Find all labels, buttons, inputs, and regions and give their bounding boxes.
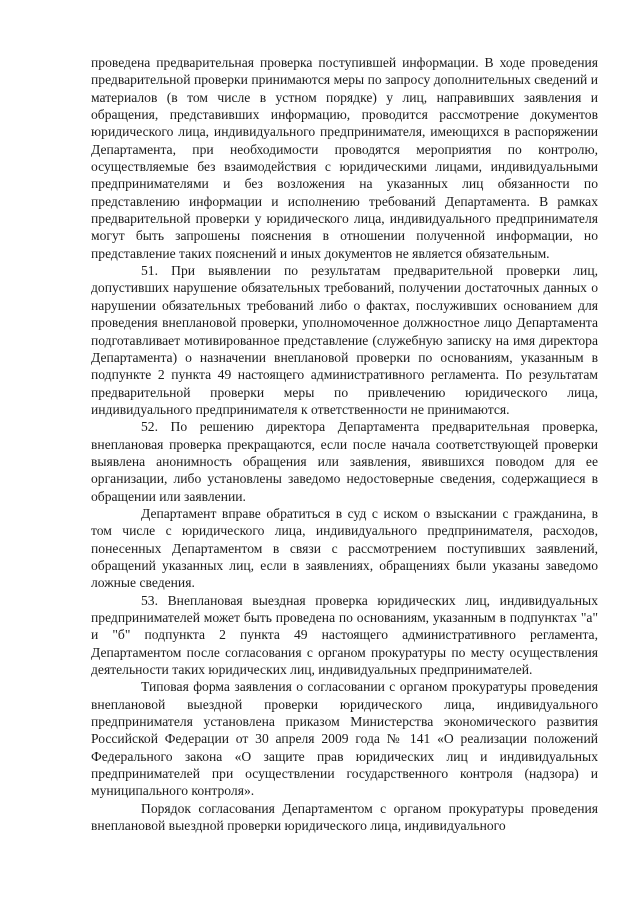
paragraph-approval-procedure: Порядок согласования Департаментом с органом прокуратуры проведения внеплановой выездной проверки юридического лица, индивидуального (91, 800, 598, 834)
paragraph-standard-form: Типовая форма заявления о согласовании с органом прокуратуры проведения внеплановой выездной проверки юридического лица, индивидуального предпринимателя установлена приказом Министерства экономического развития Российской Федерации от 30 апреля 2009 года № 141 «О реализации положений Федерального закона «О защите прав юридических лиц и индивидуальных предпринимателей при осуществлении государственного контроля (надзора) и муниципального контроля». (91, 679, 598, 799)
paragraph-verification-continued: проведена предварительная проверка поступившей информации. В ходе проведения предварительной проверки принимаются меры по запросу дополнительных сведений и материалов (в том числе в устном порядке) у лиц, направивших заявления и обращения, представивших информацию, проводится рассмотрение документов юридического лица, индивидуального предпринимателя, имеющихся в распоряжении Департамента, при необходимости проводятся мероприятия по контролю, осуществляемые без взаимодействия с юридическими лицами, индивидуальными предпринимателями и без возложения на указанных лиц обязанности по представлению информации и исполнению требований Департамента. В рамках предварительной проверки у юридического лица, индивидуального предпринимателя могут быть запрошены пояснения в отношении полученной информации, но представление таких пояснений и иных документов не является обязательным. (91, 55, 598, 261)
paragraph-51: 51. При выявлении по результатам предварительной проверки лиц, допустивших нарушение обязательных требований, получении достаточных данных о нарушении обязательных требований либо о фактах, послуживших основанием для проведения внеплановой проверки, уполномоченное должностное лицо Департамента подготавливает мотивированное представление (служебную записку на имя директора Департамента) о назначении внеплановой проверки по основаниям, указанным в подпункте 2 пункта 49 настоящего административного регламента. По результатам предварительной проверки меры по привлечению юридического лица, индивидуального предпринимателя к ответственности не принимаются. (91, 263, 598, 417)
paragraph-court-claim: Департамент вправе обратиться в суд с иском о взыскании с гражданина, в том числе с юридического лица, индивидуального предпринимателя, расходов, понесенных Департаментом в связи с рассмотрением поступивших заявлений, обращений указанных лиц, если в заявлениях, обращениях были указаны заведомо ложные сведения. (91, 505, 598, 591)
paragraph-53: 53. Внеплановая выездная проверка юридических лиц, индивидуальных предпринимателей может быть проведена по основаниям, указанным в подпунктах "а" и "б" подпункта 2 пункта 49 настоящего административного регламента, Департаментом после согласования с органом прокуратуры по месту осуществления деятельности таких юридических лиц, индивидуальных предпринимателей. (91, 592, 598, 678)
document-page (91, 54, 598, 834)
paragraph-52: 52. По решению директора Департамента предварительная проверка, внеплановая проверка прекращаются, если после начала соответствующей проверки выявлена анонимность обращения или заявления, явившихся поводом для ее организации, либо установлены заведомо недостоверные сведения, содержащиеся в обращении или заявлении. (91, 419, 598, 504)
